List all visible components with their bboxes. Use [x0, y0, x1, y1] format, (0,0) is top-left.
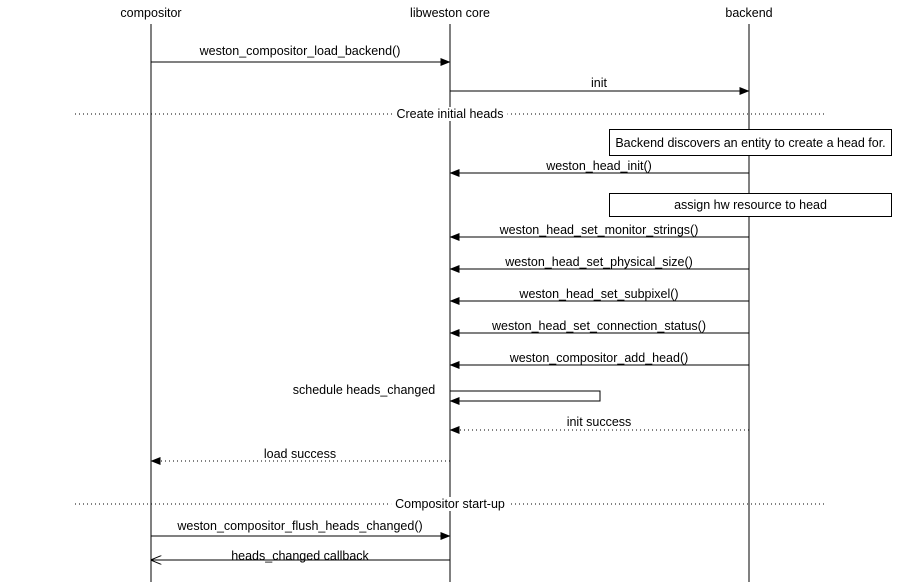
message-label-load-backend: weston_compositor_load_backend() — [199, 44, 401, 58]
note-assign-hw-resource: assign hw resource to head — [609, 193, 892, 217]
actor-label-compositor: compositor — [120, 6, 182, 20]
message-label-set-connection-status: weston_head_set_connection_status() — [491, 319, 707, 333]
message-label-set-subpixel: weston_head_set_subpixel() — [519, 287, 679, 301]
message-label-add-head: weston_compositor_add_head() — [509, 351, 689, 365]
message-label-schedule-heads-changed: schedule heads_changed — [292, 383, 436, 397]
actor-label-libweston-core: libweston core — [410, 6, 490, 20]
message-label-weston-head-init: weston_head_init() — [546, 159, 652, 173]
separator-label-create-initial-heads: Create initial heads — [392, 107, 507, 121]
actor-label-backend: backend — [725, 6, 773, 20]
message-label-heads-changed-callback: heads_changed callback — [231, 549, 369, 563]
note-discover-entity: Backend discovers an entity to create a head for. — [609, 129, 892, 156]
message-label-load-success: load success — [263, 447, 337, 461]
message-label-init-success: init success — [566, 415, 632, 429]
message-label-set-physical-size: weston_head_set_physical_size() — [505, 255, 693, 269]
message-label-init: init — [591, 76, 607, 90]
message-label-set-monitor-strings: weston_head_set_monitor_strings() — [499, 223, 699, 237]
message-label-flush-heads-changed: weston_compositor_flush_heads_changed() — [177, 519, 423, 533]
separator-label-compositor-start-up: Compositor start-up — [391, 497, 509, 511]
